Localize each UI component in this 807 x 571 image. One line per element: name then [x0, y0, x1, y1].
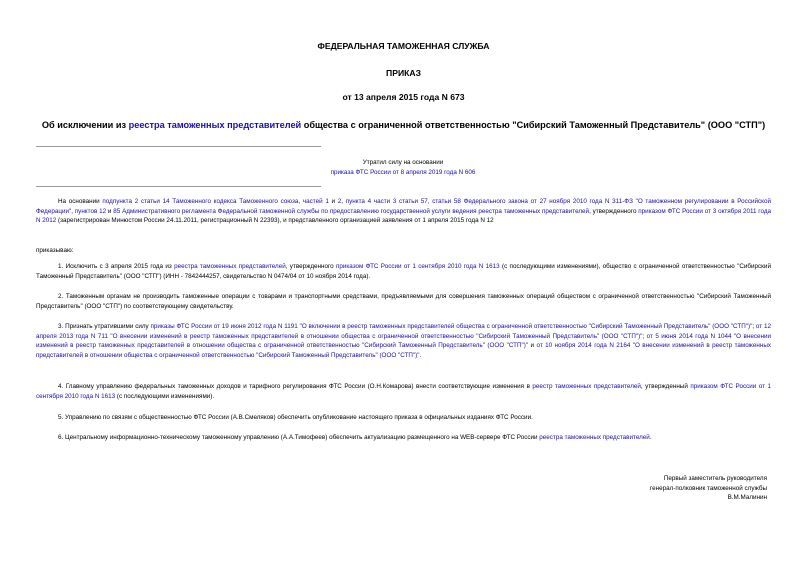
item-3: 3. Признать утратившими силу приказы ФТС России от 19 июня 2012 года N 1191 "О включении в реестр таможенных представителей общества с ограниченной ответственностью "Сибирский Таможенный Представитель" (ООО "СТП")"; от 12 апреля 2013 года N 711 "О внесении изменений в реестр таможенных представителей в отношении общества с ограниченной ответственностью "Сибирский Таможенный Представитель" (ООО "СТП")"; от 5 июня 2014 года N 1044 "О внесении изменений в реестр таможенных представителей в отношении общества с ограниченной ответственностью "Сибирский Таможенный Представитель" (ООО "СТП")" и от 10 ноября 2014 года N 2164 "О внесении изменений в реестр таможенных представителей в отношении общества с ограниченной ответственностью "Сибирский Таможенный Представитель" (ООО "СТП")".: [36, 323, 771, 359]
item-5: 5. Управлению по связям с общественностью ФТС России (А.В.Смеляков) обеспечить опубликование настоящего приказа в официальных изданиях ФТС России.: [58, 414, 533, 421]
item6-registry-link[interactable]: реестра таможенных представителей: [539, 434, 650, 441]
agency-name: ФЕДЕРАЛЬНАЯ ТАМОЖЕННАЯ СЛУЖБА: [317, 41, 490, 51]
item-2: 2. Таможенным органам не производить таможенные операции с товарами и транспортными средствами, предъявляемыми для совершения таможенных операций обществом с ограниченной ответственностью "Сибирский Таможенный Представитель" (ООО "СТП") по соответствующему свидетельству.: [36, 293, 771, 310]
item1-registry-link[interactable]: реестра таможенных представителей: [174, 263, 286, 270]
item-6: 6. Центральному информационно-техническому таможенному управлению (А.А.Тимофеев) обеспечить актуализацию размещенного на WEB-сервере ФТС России реестра таможенных представителей.: [58, 434, 652, 441]
divider-bottom: [36, 186, 321, 187]
item4-order-link[interactable]: приказом ФТС России от 1 сентября 2010 года N 1613: [36, 383, 771, 400]
regulation-link[interactable]: 85 Административного регламента Федеральной таможенной службы по предоставлению государственной услуги ведения реестра таможенных представителей: [113, 207, 590, 215]
customs-code-link[interactable]: подпункта 2 статьи 14 Таможенного кодекса Таможенного союза, частей 1: [102, 198, 329, 205]
item1-order-link[interactable]: приказом ФТС России от 1 сентября 2010 года N 1613: [335, 263, 500, 270]
item4-registry-link[interactable]: реестр таможенных представителей: [532, 383, 641, 390]
status-note: Утратил силу на основании приказа ФТС России от 8 апреля 2019 года N 606: [330, 159, 476, 176]
signer-rank: генерал-полковник таможенной службы: [649, 484, 767, 492]
item-4: 4. Главному управлению федеральных таможенных доходов и тарифного регулирования ФТС России (О.Н.Комарова) внести соответствующие изменения в реестр таможенных представителей, утвержденный приказом ФТС России от 1 сентября 2010 года N 1613 (с последующими изменениями).: [36, 383, 771, 400]
item3-order-1191-link[interactable]: приказы ФТС России от 19 июня 2012 года N 1191 "О включении в реестр таможенных представителей общества с ограниченной ответственностью "Сибирский Таможенный Представитель" (ООО "СТП")": [150, 323, 753, 330]
preamble-paragraph: На основании подпункта 2 статьи 14 Таможенного кодекса Таможенного союза, частей 1 и 2, пункта 4 части 3 статьи 57, статьи 58 Федерального закона от 27 ноября 2010 года N 311-ФЗ "О таможенном регулировании в Российской Федерации", пунктов 12 и 85 Административного регламента Федеральной таможенной службы по предоставлению государственной услуги ведения реестра таможенных представителей, утвержденного приказом ФТС России от 3 октября 2011 года N 2012 (зарегистрирован Минюстом России 24.11.2011, регистрационный N 22393), и представленного организацией заявления от 1 апреля 2015 года N 12: [36, 198, 771, 225]
order-2012-link[interactable]: приказом ФТС России от 3 октября 2011 года N 2012: [36, 207, 771, 225]
item3-order-1044-link[interactable]: от 5 июня 2014 года N 1044 "О внесении изменений в реестр таможенных представителей в отношении общества с ограниченной ответственностью "Сибирский Таможенный Представитель" (ООО "СТП")": [36, 332, 771, 350]
signer-name: В.М.Малинин: [727, 494, 767, 502]
signer-position: Первый заместитель руководителя: [663, 475, 767, 482]
registry-link[interactable]: реестра таможенных представителей: [128, 120, 302, 130]
item-1: 1. Исключить с 3 апреля 2015 года из реестра таможенных представителей, утвержденного приказом ФТС России от 1 сентября 2010 года N 1613 (с последующими изменениями), общество с ограниченной ответственностью "Сибирский Таможенный Представитель" (ООО "СТП") (ИНН - 7842444257, свидетельство N 0474/04 от 10 ноября 2014 года).: [36, 263, 771, 280]
divider-top: [36, 146, 321, 147]
federal-law-link[interactable]: пункта 4 части 3 статьи 57, статьи 58 Федерального закона от 27 ноября 2010 года N 311-ФЗ "О таможенном регулировании в Российской Федерации", пунктов 12: [36, 198, 771, 215]
document-date-number: от 13 апреля 2015 года N 673: [342, 92, 465, 102]
part2-link[interactable]: 2: [337, 198, 342, 205]
repeal-order-link[interactable]: приказа ФТС России от 8 апреля 2019 года N 606: [330, 168, 476, 176]
document-type: ПРИКАЗ: [386, 68, 421, 78]
signature-block: [507, 474, 767, 503]
item3-order-711-link[interactable]: от 12 апреля 2013 года N 711 "О внесении изменений в реестр таможенных представителей в отношении общества с ограниченной ответственностью "Сибирский Таможенный Представитель" (ООО "СТП")": [36, 323, 771, 340]
document-title: Об исключении из реестра таможенных представителей общества с ограниченной ответственностью "Сибирский Таможенный Представитель" (ООО "СТП"): [41, 120, 766, 130]
order-word: приказываю:: [36, 247, 74, 254]
item3-order-2164-link[interactable]: от 10 ноября 2014 года N 2164 "О внесении изменений в реестр таможенных представителей в отношении общества с ограниченной ответственностью "Сибирский Таможенный Представитель" (ООО "СТП")": [36, 342, 771, 359]
